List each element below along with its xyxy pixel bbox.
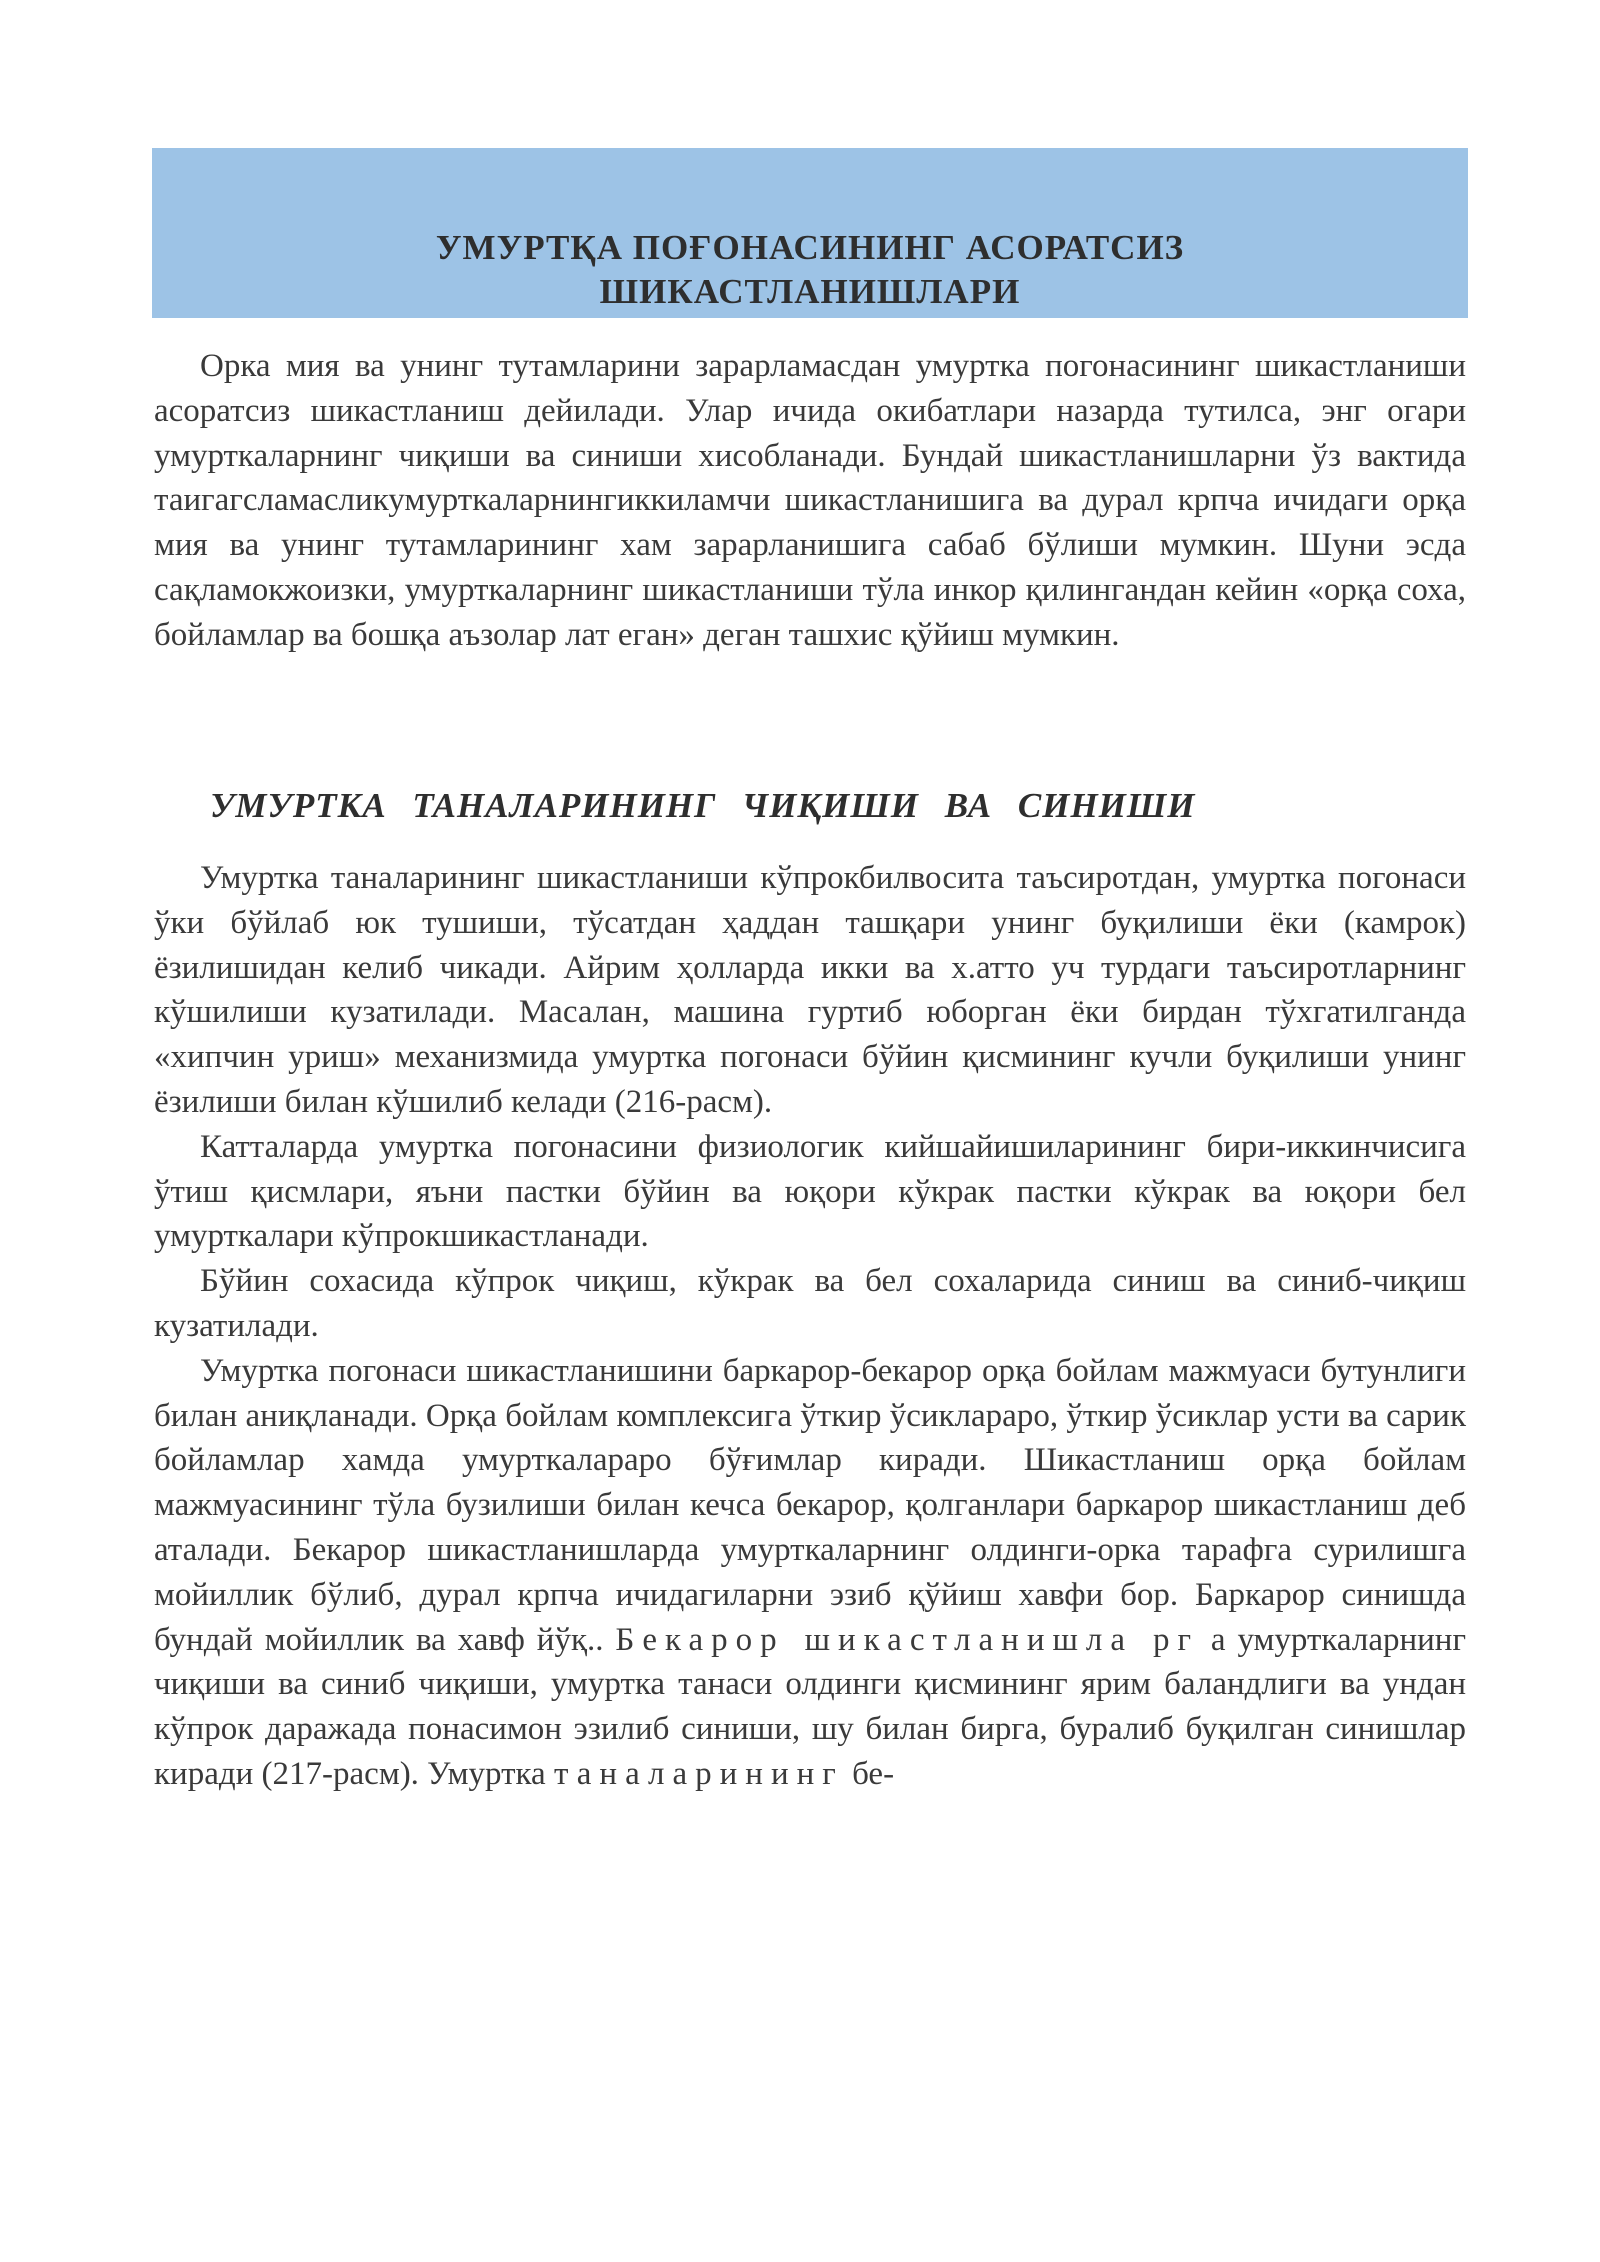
- page-title-line-2: ШИКАСТЛАНИШЛАРИ: [599, 272, 1021, 311]
- paragraph-4-text-b: а умурткаларнинг чиқиши ва синиб чиқиши, умуртка танаси олдинги қисмининг ярим баландлиги ва ундан кўпрок даражада понасимон эзилиб синиши, шу билан бирга, буралиб буқилган синишлар киради (217-расм). Умуртка: [154, 1621, 1466, 1792]
- intro-paragraph: Орка мия ва унинг тутамларини зарарламасдан умуртка погонасининг шикастланиши асоратсиз шикастланиш дейилади. Улар ичида окибатлари назарда тутилса, энг огари умурткаларнинг чиқиши ва синиши хисобланади. Бундай шикастланишларни ўз вактида таигагсламасликумурткаларнингиккиламчи шикастланишига ва дурал крпча ичидаги орқа мия ва унинг тутамларининг хам зарарланишига сабаб бўлиши мумкин. Шуни эсда сақламокжоизки, умурткаларнинг шикастланиши тўла инкор қилингандан кейин «орқа соха, бойламлар ва бошқа аъзолар лат еган» деган ташхис қўйиш мумкин.: [154, 348, 1466, 653]
- paragraph-4-spaced-b: таналарининг: [553, 1755, 844, 1792]
- section-paragraph-2: Катталарда умуртка погонасини физиологик кийшайишиларининг бири-иккинчисига ўтиш қисмлари, яъни пастки бўйин ва юқори кўкрак пастки кўкрак ва юқори бел умурткалари кўпрокшикастланади.: [154, 1128, 1466, 1255]
- page-title-line-1: УМУРТҚА ПОҒОНАСИНИНГ АСОРАТСИЗ: [435, 228, 1185, 267]
- section-body: [154, 856, 1466, 1797]
- section-paragraph-1: Умуртка таналарининг шикастланиши кўпрокбилвосита таъсиротдан, умуртка погонаси ўки бўйлаб юк тушиши, тўсатдан ҳаддан ташқари унинг буқилиши ёки (камрок) ёзилишидан келиб чикади. Айрим ҳолларда икки ва х.атто уч турдаги таъсиротларнинг кўшилиши кузатилади. Масалан, машина гуртиб юборган ёки бирдан тўхгатилганда «хипчин уриш» механизмида умуртка погонаси бўйин қисмининг кучли буқилиши унинг ёзилиши билан кўшилиб келади (216-расм).: [154, 860, 1466, 1120]
- section-heading: УМУРТКА ТАНАЛАРИНИНГ ЧИҚИШИ ВА СИНИШИ: [210, 786, 1196, 825]
- intro-section: [154, 344, 1466, 658]
- paragraph-4-spaced-a: Бекарор шикастланишла рг: [615, 1621, 1199, 1658]
- page-title: [152, 226, 1468, 314]
- section-paragraph-3: Бўйин сохасида кўпрок чиқиш, кўкрак ва бел сохаларида синиш ва синиб-чиқиш кузатилади.: [154, 1263, 1466, 1344]
- paragraph-4-text-c: бе-: [843, 1755, 895, 1792]
- section-paragraph-4: [154, 1349, 1466, 1797]
- paragraph-4-text-a: Умуртка погонаси шикастланишини баркарор-бекарор орқа бойлам мажмуаси бутунлиги билан аниқланади. Орқа бойлам комплексига ўткир ўсиклараро, ўткир ўсиклар усти ва сарик бойламлар хамда умурткалараро бўғимлар киради. Шикастланиш орқа бойлам мажмуасининг тўла бузилиши билан кечса бекарор, қолганлари баркарор шикастланиш деб аталади. Бекарор шикастланишларда умурткаларнинг олдинги-орка тарафга сурилишга мойиллик бўлиб, дурал крпча ичидагиларни эзиб қўйиш хавфи бор. Баркарор синишда бундай мойиллик ва хавф йўқ..: [154, 1352, 1466, 1658]
